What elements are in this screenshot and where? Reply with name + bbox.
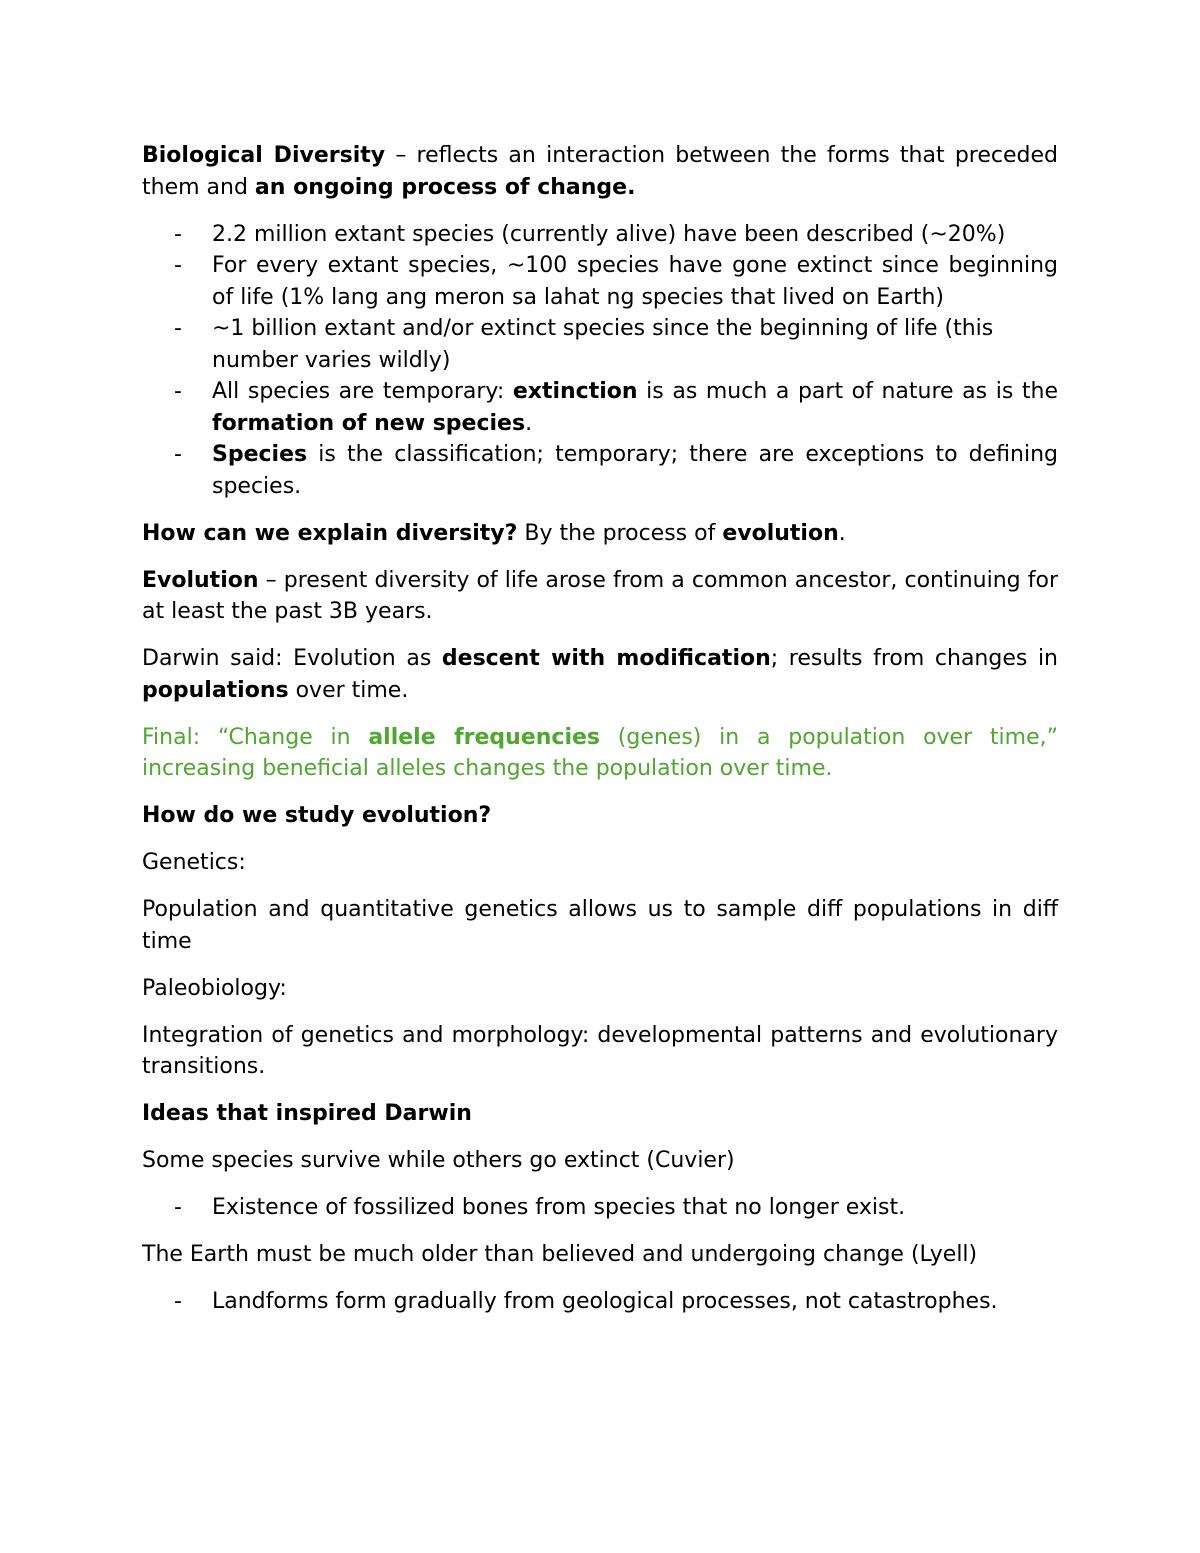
biological-diversity-paragraph <box>142 140 1058 203</box>
cuvier-paragraph: Some species survive while others go extinct (Cuvier) <box>142 1148 735 1173</box>
explain-diversity-paragraph <box>142 518 1058 550</box>
list-item-text: . <box>525 410 533 436</box>
extinction-term: extinction <box>512 379 638 404</box>
darwin-text: over time. <box>288 677 409 703</box>
list-item <box>142 1286 1058 1318</box>
darwin-text: Darwin said: Evolution as <box>142 646 442 671</box>
evolution-term: evolution <box>722 520 839 546</box>
species-term: Species <box>212 442 308 467</box>
dash-bullet: - <box>174 253 182 278</box>
explain-diversity-answer: By the process of <box>517 520 723 546</box>
explain-diversity-question: How can we explain diversity? <box>142 520 518 546</box>
lyell-list <box>142 1286 1058 1318</box>
list-item-text: is the classification; temporary; there are exceptions to defining species. <box>212 442 1058 499</box>
evolution-paragraph <box>142 565 1058 628</box>
ideas-heading <box>142 1098 1058 1130</box>
study-evolution-heading <box>142 800 1058 832</box>
darwin-text: ; results from changes in <box>770 646 1058 671</box>
evolution-definition: – present diversity of life arose from a common ancestor, continuing for at least the past 3B years. <box>142 567 1058 624</box>
list-item-text: is as much a part of nature as is the <box>637 379 1058 404</box>
dash-bullet: - <box>174 316 182 341</box>
descent-term: descent with modification <box>441 646 771 671</box>
cuvier-list <box>142 1192 1058 1224</box>
paleobiology-label: Paleobiology: <box>142 975 287 1001</box>
dash-bullet: - <box>174 379 182 404</box>
genetics-label: Genetics: <box>142 850 246 875</box>
list-item-text: Landforms form gradually from geological processes, not catastrophes. <box>212 1289 998 1314</box>
ideas-heading-text: Ideas that inspired Darwin <box>142 1101 472 1126</box>
term-evolution: Evolution <box>142 567 259 593</box>
list-item-text: For every extant species, ~100 species have gone extinct since beginning of life (1% lang ang meron sa lahat ng species that lived on Earth) <box>212 253 1058 310</box>
dash-bullet: - <box>174 442 182 467</box>
genetics-paragraph: Population and quantitative genetics allows us to sample diff populations in diff time <box>142 897 1058 954</box>
list-item-text: 2.2 million extant species (currently alive) have been described (~20%) <box>212 221 1006 247</box>
list-item-text: ~1 billion extant and/or extinct species since the beginning of life (this number varies wildly) <box>212 316 994 373</box>
list-item-text: Existence of fossilized bones from species that no longer exist. <box>212 1195 906 1220</box>
list-item <box>142 250 1058 313</box>
dash-bullet: - <box>174 221 182 247</box>
final-text: (genes) in a population over time,” increasing beneficial alleles changes the population over time. <box>142 724 1059 781</box>
darwin-paragraph <box>142 643 1058 706</box>
final-text: Final: “Change in <box>142 724 369 750</box>
dash-bullet: - <box>174 1289 182 1314</box>
list-item <box>142 1192 1058 1224</box>
allele-frequencies-term: allele frequencies <box>368 724 601 750</box>
ongoing-process-phrase: an ongoing process of change. <box>254 174 636 200</box>
list-item <box>142 439 1058 502</box>
study-evolution-heading-text: How do we study evolution? <box>142 803 492 828</box>
populations-term: populations <box>142 677 289 703</box>
dash-bullet: - <box>174 1195 182 1220</box>
list-item <box>142 376 1058 439</box>
list-item <box>142 219 1058 251</box>
list-item-text: All species are temporary: <box>212 379 513 404</box>
document-page <box>142 140 1058 1333</box>
list-item <box>142 313 1058 376</box>
lyell-paragraph: The Earth must be much older than believed and undergoing change (Lyell) <box>142 1242 978 1267</box>
biological-diversity-definition: – reflects an interaction between the forms that preceded them and <box>142 143 1058 200</box>
paleobiology-paragraph: Integration of genetics and morphology: developmental patterns and evolutionary transitions. <box>142 1022 1058 1079</box>
diversity-facts-list <box>142 219 1058 503</box>
formation-term: formation of new species <box>212 410 526 436</box>
period: . <box>838 520 846 546</box>
term-biological-diversity: Biological Diversity <box>142 143 386 168</box>
final-definition-paragraph <box>142 722 1058 785</box>
